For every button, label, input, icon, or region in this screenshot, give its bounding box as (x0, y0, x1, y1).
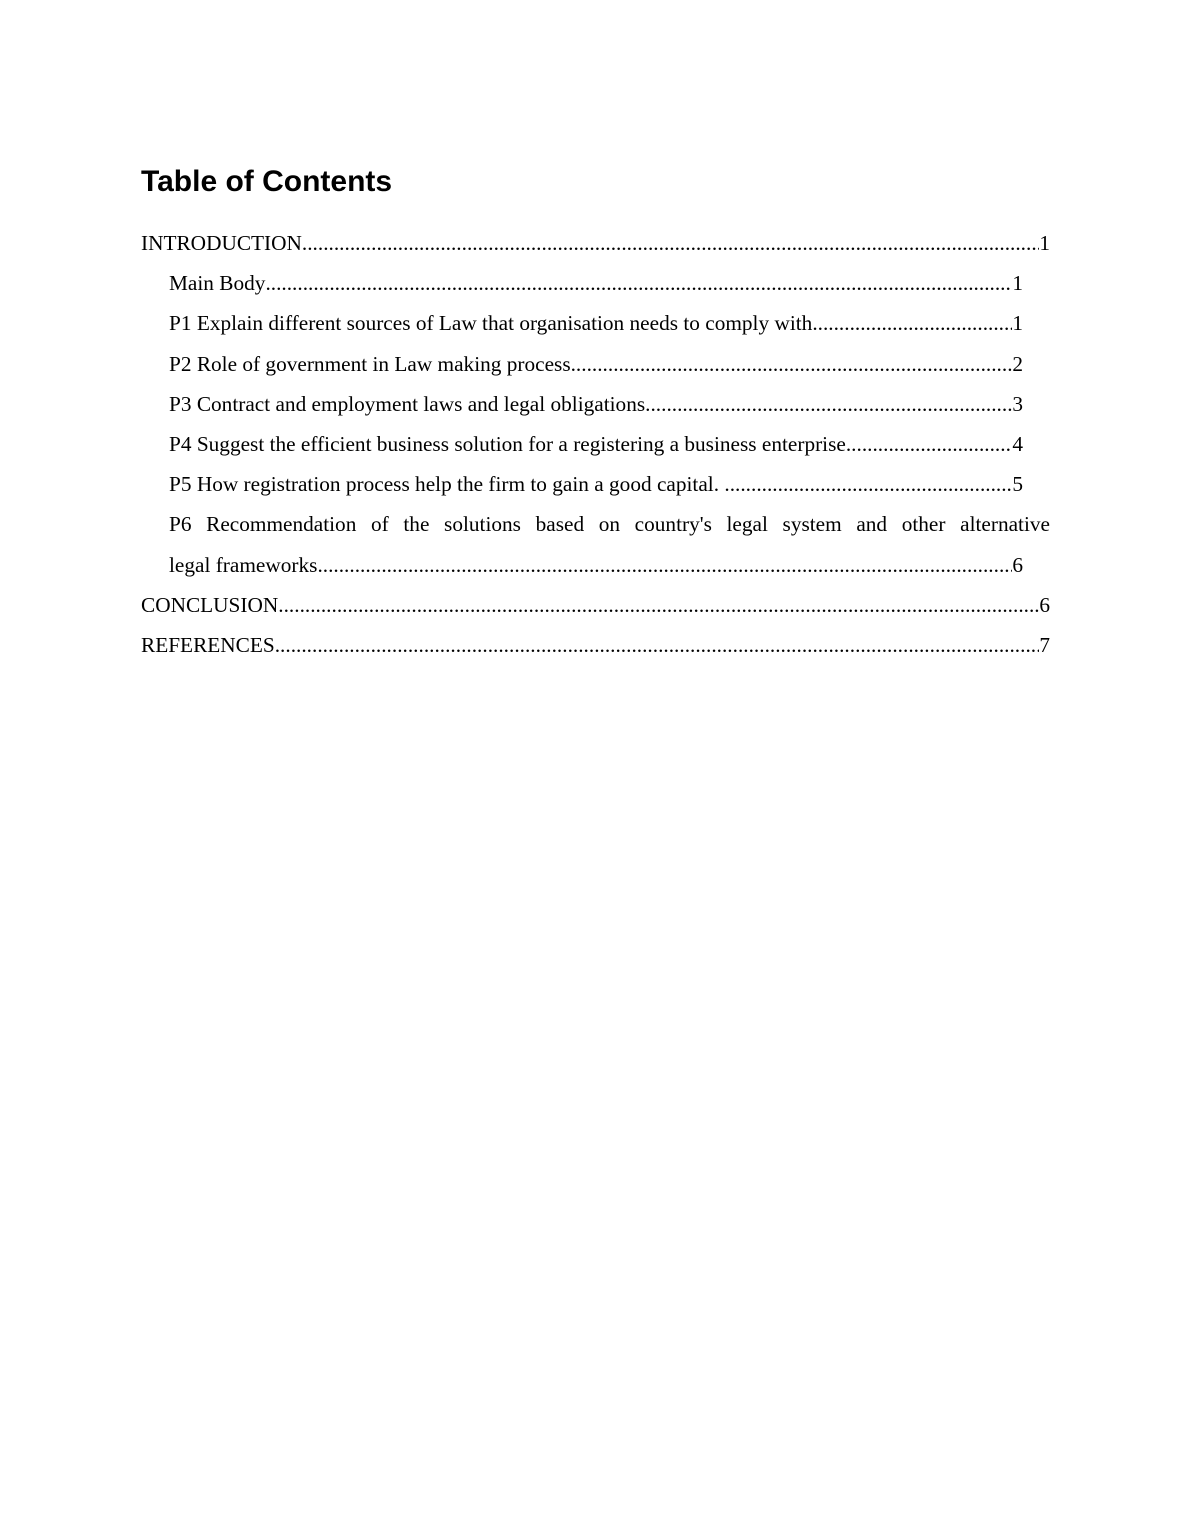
toc-entry-p2[interactable] (141, 344, 1023, 384)
toc-dot-leader (278, 585, 1039, 625)
table-of-contents (141, 223, 1050, 665)
toc-entry-title: P1 Explain different sources of Law that organisation needs to comply with (169, 311, 813, 336)
toc-dot-leader (645, 384, 1012, 424)
toc-entry-p5[interactable] (141, 464, 1023, 504)
toc-entry-title: P2 Role of government in Law making process (169, 351, 571, 376)
toc-entry-title: INTRODUCTION (141, 231, 302, 255)
toc-entry-title-line-1: P6 Recommendation of the solutions based on country's legal system and other alternative (169, 512, 1050, 537)
toc-entry-p1[interactable] (141, 303, 1023, 343)
toc-entry-conclusion[interactable] (141, 585, 1050, 625)
toc-page-number: 1 (1039, 231, 1050, 255)
toc-page-number: 6 (1012, 552, 1023, 577)
toc-dot-leader (265, 263, 1012, 303)
toc-dot-leader (846, 424, 1013, 464)
toc-entry-title-line-2-row (169, 545, 1023, 585)
toc-page-number: 5 (1012, 472, 1023, 497)
toc-page-number: 6 (1039, 592, 1050, 617)
toc-entry-title: P3 Contract and employment laws and legal obligations (169, 391, 646, 416)
toc-dot-leader (812, 303, 1012, 343)
toc-dot-leader (571, 344, 1013, 384)
toc-entry-main-body[interactable] (141, 263, 1023, 303)
toc-entry-title: REFERENCES (141, 632, 275, 657)
toc-heading: Table of Contents (141, 165, 393, 198)
toc-entry-title: P4 Suggest the efficient business solution for a registering a business enterprise (169, 431, 846, 456)
toc-entry-introduction[interactable] (141, 223, 1050, 263)
toc-dot-leader (724, 464, 1012, 504)
toc-page-number: 1 (1012, 271, 1023, 296)
toc-entry-title: Main Body (169, 271, 266, 296)
toc-entry-p6[interactable] (141, 504, 1050, 584)
toc-entry-p3[interactable] (141, 384, 1023, 424)
toc-dot-leader (317, 545, 1012, 585)
toc-dot-leader (275, 625, 1040, 665)
toc-dot-leader (302, 223, 1039, 263)
toc-page-number: 1 (1012, 311, 1023, 336)
toc-entry-title: P5 How registration process help the firm to gain a good capital. (169, 472, 725, 497)
toc-entry-p4[interactable] (141, 424, 1023, 464)
toc-page-number: 4 (1012, 431, 1023, 456)
toc-page-number: 2 (1012, 351, 1023, 376)
toc-entry-title-line-2: legal frameworks (169, 552, 318, 577)
toc-entry-title: CONCLUSION (141, 592, 279, 617)
toc-entry-references[interactable] (141, 625, 1050, 665)
toc-page-number: 7 (1039, 632, 1050, 657)
toc-page-number: 3 (1012, 391, 1023, 416)
